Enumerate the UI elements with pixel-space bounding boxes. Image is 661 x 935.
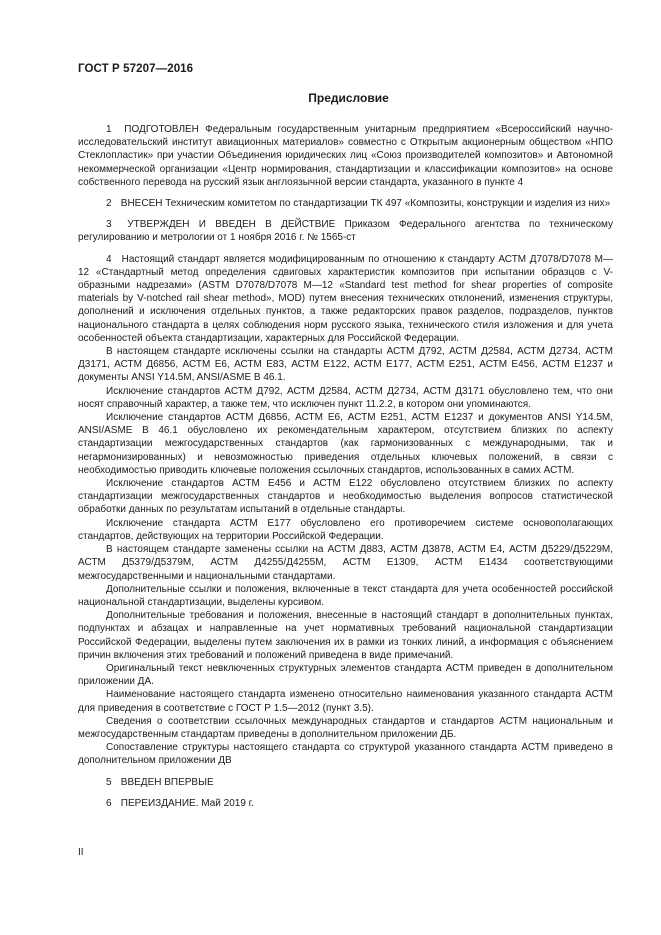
paragraph: Исключение стандартов АСТМ Е456 и АСТМ Е122 обусловлено отсутствием близких по аспекту стандартизации межгосударственных стандартов и необходимостью выделения вопросов статистической обработки данных по результатам испытаний в отдельные стандарты. — [78, 478, 613, 516]
document-header: ГОСТ Р 57207—2016 — [78, 63, 194, 75]
page-number: II — [78, 847, 84, 858]
paragraph: Наименование настоящего стандарта изменено относительно наименования указанного стандарта АСТМ для приведения в соответствие с ГОСТ Р 1.5—2012 (пункт 3.5). — [78, 689, 613, 714]
item-number: 4 — [106, 253, 112, 265]
item-number: 1 — [106, 124, 112, 135]
section-title: Предисловие — [308, 91, 389, 105]
item-1 — [78, 123, 613, 189]
paragraph: Сопоставление структуры настоящего стандарта со структурой указанного стандарта АСТМ приведено в дополнительном приложении ДВ — [78, 742, 613, 767]
item-text: Настоящий стандарт является модифицированным по отношению к стандарту АСТМ Д7078/D7078 М—12 «Стандартный метод определения сдвиговых характеристик композитов при испытании образцов с V-образными надрезами» (ASTM D7078/D7078 M—12 «Standard test method for shear properties of composite materials by V-notched rail shear method», MOD) путем внесения технических отклонений, изменения структуры, дополнений и исключения отдельных пунктов, а также редакторских правок разделов, подразделов, пунктов национального стандарта в целях соблюдения норм русского языка, технического стиля изложения и для учета особенностей объекта стандартизации, характерных для Российской Федерации. — [78, 253, 613, 344]
paragraph: Сведения о соответствии ссылочных международных стандартов и стандартов АСТМ национальным и межгосударственным стандартам приведены в дополнительном приложении ДБ. — [78, 715, 613, 740]
item-text: ПЕРЕИЗДАНИЕ. Май 2019 г. — [120, 797, 254, 809]
item-4 — [78, 253, 613, 345]
paragraph: Исключение стандартов АСТМ Д6856, АСТМ Е6, АСТМ Е251, АСТМ Е1237 и документов ANSI Y14.5M, ANSI/ASME B 46.1 обусловлено их рекомендательным характером, отсутствием близких по аспекту стандартизации межгосударственных стандартов (как гармонизованных с международными, так и негармонизированных) и невозможностью приведения отдельных ключевых положений, в связи с необходимостью приводить ключевые положения ссылочных стандартов, использованных в самих АСТМ. — [78, 412, 613, 476]
item-number: 2 — [106, 198, 112, 210]
paragraph: В настоящем стандарте исключены ссылки на стандарты АСТМ Д792, АСТМ Д2584, АСТМ Д2734, АСТМ Д3171, АСТМ Д6856, АСТМ Е6, АСТМ Е83, АСТМ Е122, АСТМ Е177, АСТМ Е251, АСТМ Е456, АСТМ Е1237 и документы ANSI Y14.5M, ANSI/ASME B 46.1. — [78, 346, 613, 384]
item-6 — [78, 797, 613, 810]
paragraph: Исключение стандартов АСТМ Д792, АСТМ Д2584, АСТМ Д2734, АСТМ Д3171 обусловлено тем, что они носят справочный характер, а также тем, что исключен пункт 11.2.2, в котором они упоминаются. — [78, 385, 613, 410]
item-2 — [78, 197, 613, 210]
paragraph: Оригинальный текст невключенных структурных элементов стандарта АСТМ приведен в дополнительном приложении ДА. — [78, 662, 613, 688]
item-text: ПОДГОТОВЛЕН Федеральным государственным унитарным предприятием «Всероссийский научно-исследовательский институт авиационных материалов» совместно с Открытым акционерным обществом «НПО Стеклопластик» при участии Объединения юридических лиц «Союз производителей композитов» и Автономной некоммерческой организации «Центр нормирования, стандартизации и классификации композитов» на основе собственного перевода на русский язык англоязычной версии стандарта, указанного в пункте 4 — [78, 124, 613, 188]
item-text: ВВЕДЕН ВПЕРВЫЕ — [120, 776, 214, 788]
item-number: 5 — [106, 776, 112, 788]
item-text: ВНЕСЕН Техническим комитетом по стандартизации ТК 497 «Композиты, конструкции и изделия из них» — [120, 198, 611, 210]
paragraph: Исключение стандарта АСТМ Е177 обусловлено его противоречием системе основополагающих стандартов, действующих на территории Российской Федерации. — [78, 517, 613, 542]
item-3 — [78, 218, 613, 244]
foreword-body — [78, 123, 613, 810]
item-text: УТВЕРЖДЕН И ВВЕДЕН В ДЕЙСТВИЕ Приказом Федерального агентства по техническому регулированию и метрологии от 1 ноября 2016 г. № 1565-ст — [78, 219, 613, 244]
item-number: 3 — [106, 219, 112, 231]
item-5 — [78, 776, 613, 789]
item-number: 6 — [106, 797, 112, 809]
paragraph: В настоящем стандарте заменены ссылки на АСТМ Д883, АСТМ Д3878, АСТМ Е4, АСТМ Д5229/Д5229М, АСТМ Д5379/Д5379М, АСТМ Д4255/Д4255М, АСТМ Е1309, АСТМ Е1434 соответствующими межгосударственными и национальными стандартами. — [78, 544, 613, 582]
paragraph: Дополнительные требования и положения, внесенные в настоящий стандарт в дополнительных пунктах, подпунктах и абзацах и направленные на учет нормативных требований национальной стандартизации Российской Федерации, выделены путем заключения их в рамки из тонких линий, а информация с объяснением причин включения этих требований и положений приведена в виде примечаний. — [78, 610, 613, 661]
paragraph: Дополнительные ссылки и положения, включенные в текст стандарта для учета особенностей российской национальной стандартизации, выделены курсивом. — [78, 583, 613, 608]
